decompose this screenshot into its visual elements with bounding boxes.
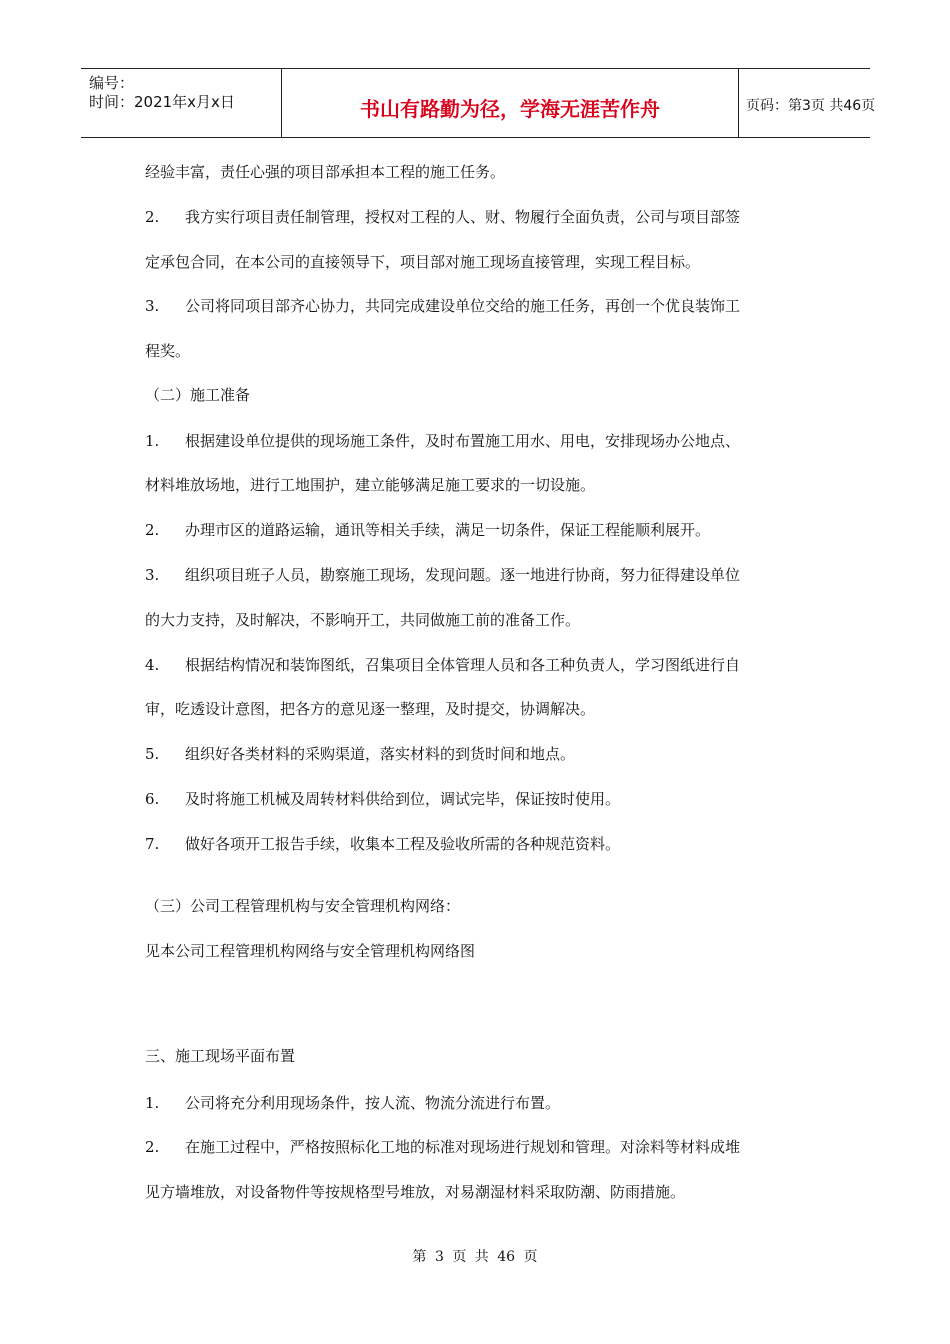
body-line-text: （二）施工准备 — [145, 386, 251, 404]
body-line-text: 定承包合同，在本公司的直接领导下，项目部对施工现场直接管理，实现工程目标。 — [145, 253, 701, 271]
body-line — [145, 162, 505, 182]
body-line-text: 组织项目班子人员，勘察施工现场，发现问题。逐一地进行协商，努力征得建设单位 — [185, 566, 741, 584]
body-line — [145, 520, 710, 540]
footer-ye: 页 — [452, 1249, 467, 1265]
body-line-text: 三、施工现场平面布置 — [145, 1047, 296, 1065]
body-line — [145, 431, 740, 451]
body-line-text: 审，吃透设计意图，把各方的意见逐一整理，及时提交，协调解决。 — [145, 700, 596, 718]
footer-gong: 共 — [474, 1249, 489, 1265]
footer-ye-2: 页 — [523, 1249, 538, 1265]
item-number: 4. — [145, 656, 160, 674]
item-number: 3. — [145, 297, 160, 315]
footer-di: 第 — [412, 1249, 427, 1265]
body-line-text: 根据结构情况和装饰图纸，召集项目全体管理人员和各工种负责人，学习图纸进行自 — [185, 656, 741, 674]
body-line-text: 见方墙堆放，对设备物件等按规格型号堆放，对易潮湿材料采取防潮、防雨措施。 — [145, 1183, 686, 1201]
body-line-text: 做好各项开工报告手续，收集本工程及验收所需的各种规范资料。 — [185, 835, 621, 853]
item-number: 2. — [145, 521, 160, 539]
section-heading — [145, 385, 250, 405]
document-time-label: 时间：2021年x月x日 — [89, 93, 235, 111]
header-motto: 书山有路勤为径，学海无涯苦作舟 — [360, 97, 660, 121]
item-number: 2. — [145, 1138, 160, 1156]
item-number: 5. — [145, 745, 160, 763]
body-line — [145, 207, 740, 227]
body-line — [145, 1137, 740, 1157]
header-page-label: 页码：第3页 共46页 — [746, 98, 876, 114]
page-header — [81, 68, 876, 138]
body-line-text: 根据建设单位提供的现场施工条件，及时布置施工用水、用电，安排现场办公地点、 — [185, 432, 741, 450]
body-line — [145, 296, 740, 316]
body-line-text: 办理市区的道路运输，通讯等相关手续，满足一切条件，保证工程能顺利展开。 — [185, 521, 711, 539]
item-number: 1. — [145, 432, 160, 450]
body-line — [145, 341, 190, 361]
body-line-text: 在施工过程中，严格按照标化工地的标准对现场进行规划和管理。对涂料等材料成堆 — [185, 1138, 741, 1156]
section-heading — [145, 1046, 295, 1066]
header-middle-cell — [281, 69, 739, 137]
body-line-text: 组织好各类材料的采购渠道，落实材料的到货时间和地点。 — [185, 745, 576, 763]
body-line-text: 经验丰富，责任心强的项目部承担本工程的施工任务。 — [145, 163, 506, 181]
footer-total-pages: 46 — [497, 1249, 516, 1265]
body-line — [145, 655, 740, 675]
body-line — [145, 744, 575, 764]
item-number: 2. — [145, 208, 160, 226]
body-line — [145, 834, 620, 854]
item-number: 7. — [145, 835, 160, 853]
body-line-text: 材料堆放场地，进行工地围护，建立能够满足施工要求的一切设施。 — [145, 476, 596, 494]
document-number-label: 编号： — [89, 74, 135, 92]
section-heading — [145, 896, 460, 916]
body-line-text: 见本公司工程管理机构网络与安全管理机构网络图 — [145, 942, 476, 960]
header-right-cell — [738, 69, 876, 137]
body-line — [145, 252, 700, 272]
body-line-text: 程奖。 — [145, 342, 191, 360]
body-line — [145, 789, 620, 809]
item-number: 6. — [145, 790, 160, 808]
body-line-text: 公司将同项目部齐心协力，共同完成建设单位交给的施工任务，再创一个优良装饰工 — [185, 297, 741, 315]
body-line-text: （三）公司工程管理机构与安全管理机构网络： — [145, 897, 461, 915]
body-line — [145, 941, 475, 961]
item-number: 1. — [145, 1094, 160, 1112]
body-line — [145, 699, 595, 719]
page-footer — [0, 1246, 950, 1266]
body-line-text: 及时将施工机械及周转材料供给到位，调试完毕，保证按时使用。 — [185, 790, 621, 808]
body-line-text: 我方实行项目责任制管理，授权对工程的人、财、物履行全面负责，公司与项目部签 — [185, 208, 741, 226]
header-left-cell — [81, 69, 281, 137]
body-line — [145, 565, 740, 585]
body-line-text: 的大力支持，及时解决，不影响开工，共同做施工前的准备工作。 — [145, 611, 581, 629]
body-line — [145, 1093, 560, 1113]
footer-page-number: 3 — [434, 1249, 444, 1265]
body-line — [145, 1182, 685, 1202]
item-number: 3. — [145, 566, 160, 584]
body-line — [145, 475, 595, 495]
body-line-text: 公司将充分利用现场条件，按人流、物流分流进行布置。 — [185, 1094, 561, 1112]
body-line — [145, 610, 580, 630]
